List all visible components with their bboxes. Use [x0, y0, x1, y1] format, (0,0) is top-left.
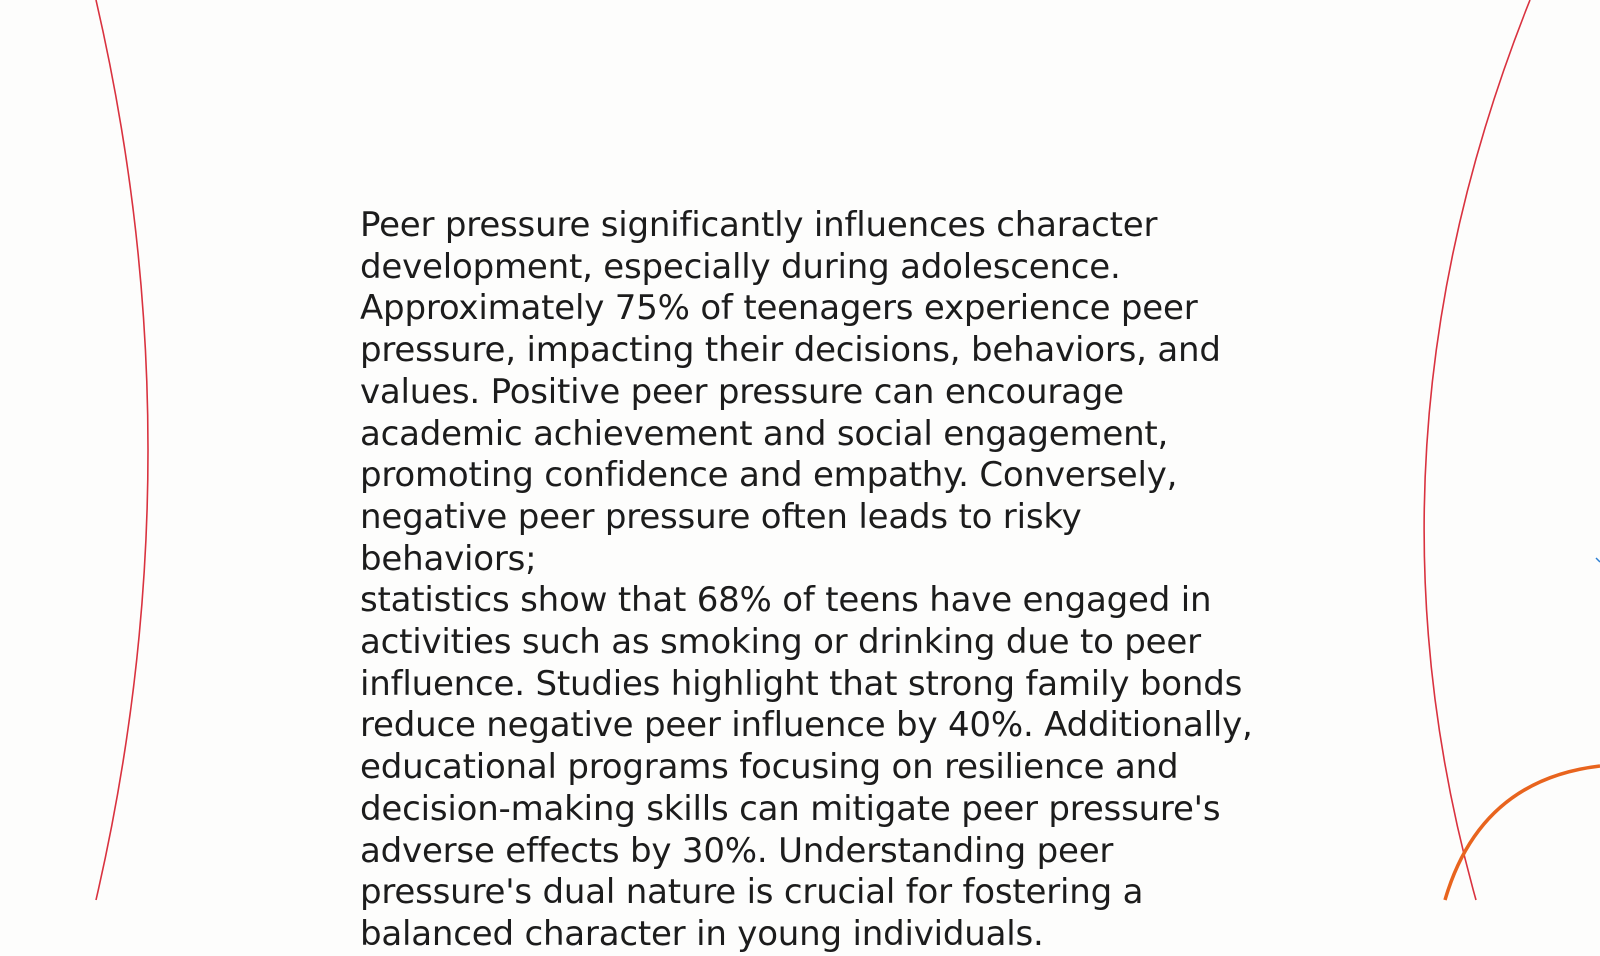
orange-circle-arc: [1445, 766, 1600, 900]
body-paragraph: Peer pressure significantly influences character development, especially during adolescence. Approximately 75% of teenagers experience peer pressure, impacting their decisions, behaviors, and values. Positive peer pressure can encourage academic achievement and social engagement, promoting confidence and empathy. Conversely, negative peer pressure often leads to risky behaviors; statistics show that 68% of teens have engaged in activities such as smoking or drinking due to peer influence. Studies highlight that strong family bonds reduce negative peer influence by 40%. Additionally, educational programs focusing on resilience and decision-making skills can mitigate peer pressure's adverse effects by 30%. Understanding peer pressure's dual nature is crucial for fostering a balanced character in young individuals.: [360, 205, 1253, 954]
right-red-arc: [1424, 0, 1530, 900]
left-red-arc: [96, 0, 148, 900]
blue-accent-mark: [1596, 558, 1600, 562]
